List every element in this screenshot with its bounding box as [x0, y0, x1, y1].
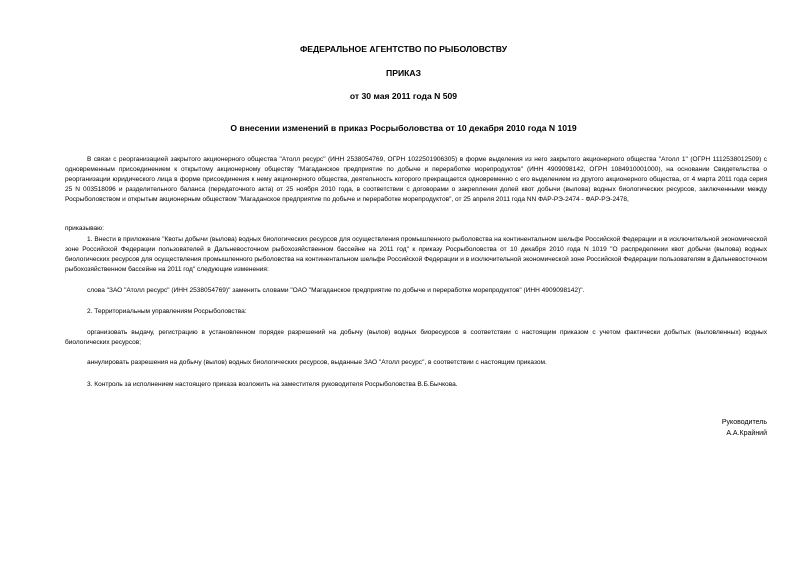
document-title: О внесении изменений в приказ Росрыболовства от 10 декабря 2010 года N 1019: [230, 123, 577, 133]
item-2-b: [65, 358, 767, 368]
item-1-change: [65, 286, 767, 296]
item-2-paragraph: 2. Территориальным управлениям Росрыболовства:: [87, 308, 247, 315]
item-2-b-paragraph: аннулировать разрешения на добычу (вылов) водных биологических ресурсов, выданные ЗАО "Атолл ресурс", в соответствии с настоящим приказом.: [87, 359, 547, 366]
item-2-a: [65, 328, 767, 348]
item-1-change-paragraph: слова "ЗАО "Атолл ресурс" (ИНН 2538054769)" заменить словами "ОАО "Магаданское предприятие по добыче и переработке морепродуктов" (ИНН 4909098142)".: [87, 287, 585, 294]
document-type: ПРИКАЗ: [386, 68, 421, 78]
preamble: [65, 155, 767, 205]
order-word-text: приказываю:: [65, 225, 104, 232]
signature-name: А.А.Крайний: [726, 430, 767, 437]
preamble-paragraph: В связи с реорганизацией закрытого акционерного общества "Атолл ресурс" (ИНН 2538054769, ОГРН 1022501906305) в форме выделения из него закрытого акционерного общества "Атолл 1" (ОГРН 1112538012509) с одновременным присоединением к открытому акционерному обществу "Магаданское предприятие по добыче и переработке морепродуктов" (ИНН 4909098142, ОГРН 1084910001000), на основании Свидетельства о реорганизации юридического лица в форме присоединения к нему акционерного общества, деятельность которого прекращается одновременно с его выделением из другого акционерного общества, от 4 марта 2011 года серия 25 N 003518096 и разделительного баланса (передаточного акта) от 25 ноября 2010 года, в соответствии с договорами о закреплении долей квот добычи (вылова) водных биологических ресурсов, заключенными между Росрыболовством и открытым акционерным обществом "Магаданское предприятие по добыче и переработке морепродуктов", от 25 апреля 2011 года NN ФАР-РЭ-2474 - ФАР-РЭ-2478,: [65, 156, 767, 203]
item-1-paragraph: 1. Внести в приложение "Квоты добычи (вылова) водных биологических ресурсов для осуществления промышленного рыболовства на континентальном шельфе Российской Федерации и в исключительной экономической зоне Российской Федерации пользователей в Дальневосточном рыбохозяйственном бассейне на 2011 год" к приказу Росрыболовства от 10 декабря 2010 года N 1019 "О распределении квот добычи (вылова) водных биологических ресурсов для осуществления промышленного рыболовства на континентальном шельфе Российской Федерации и в исключительной экономической зоне Российской Федерации пользователям в Дальневосточном рыбохозяйственном бассейне на 2011 год" следующие изменения:: [65, 236, 767, 273]
document-date-number: от 30 мая 2011 года N 509: [349, 91, 458, 101]
item-3: [65, 380, 767, 390]
item-2: [65, 307, 767, 317]
item-3-paragraph: 3. Контроль за исполнением настоящего приказа возложить на заместителя руководителя Росрыболовства В.Б.Бычкова.: [87, 381, 458, 388]
order-word: [65, 224, 767, 234]
item-2-a-paragraph: организовать выдачу, регистрацию в установленном порядке разрешений на добычу (вылов) водных биоресурсов в соответствии с настоящим приказом с учетом фактически добытых (выловленных) водных биологических ресурсов;: [65, 329, 767, 346]
agency-name: ФЕДЕРАЛЬНОЕ АГЕНТСТВО ПО РЫБОЛОВСТВУ: [299, 44, 508, 54]
item-1: [65, 235, 767, 275]
signature-position: Руководитель: [721, 419, 767, 426]
